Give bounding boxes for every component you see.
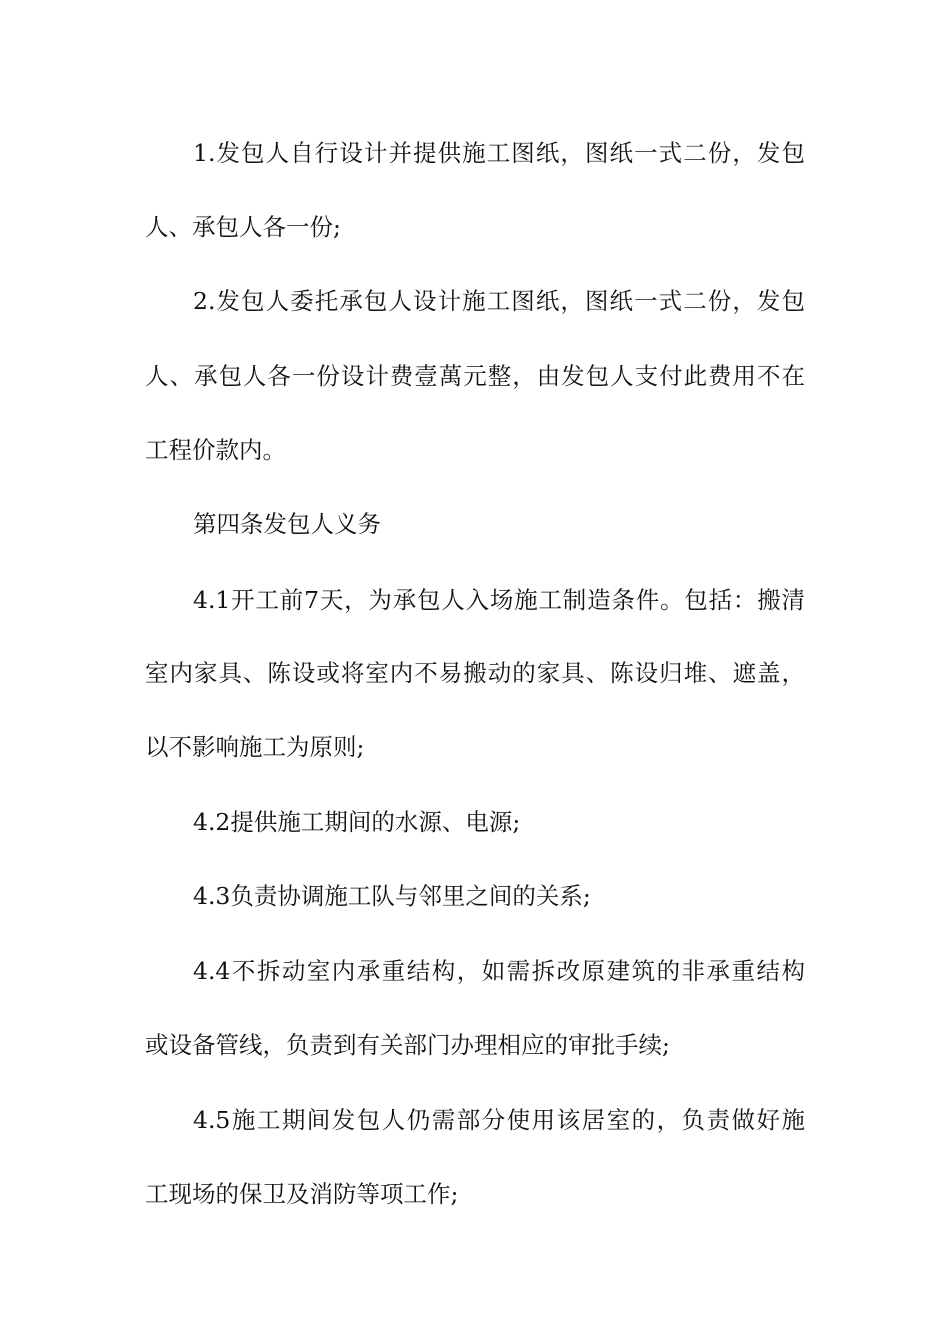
section-heading: 第四条发包人义务 (193, 510, 381, 538)
paragraph-2-line-2: 人、承包人各一份设计费壹萬元整，由发包人支付此费用不在 (145, 362, 805, 390)
item-4-1-line-1: 4.1开工前7天，为承包人入场施工制造条件。包括：搬清 (193, 586, 805, 614)
item-4-5-line-1: 4.5施工期间发包人仍需部分使用该居室的，负责做好施 (193, 1106, 805, 1134)
paragraph-1-line-2: 人、承包人各一份; (145, 213, 341, 241)
item-4-4-line-1: 4.4不拆动室内承重结构，如需拆改原建筑的非承重结构 (193, 957, 805, 985)
item-4-5-line-2: 工现场的保卫及消防等项工作; (145, 1180, 459, 1208)
item-4-1-line-3: 以不影响施工为原则; (145, 733, 365, 761)
item-4-2: 4.2提供施工期间的水源、电源; (193, 808, 521, 836)
paragraph-1-line-1: 1.发包人自行设计并提供施工图纸，图纸一式二份，发包 (193, 139, 805, 167)
item-4-3: 4.3负责协调施工队与邻里之间的关系; (193, 882, 591, 910)
item-4-4-line-2: 或设备管线，负责到有关部门办理相应的审批手续; (145, 1031, 670, 1059)
paragraph-2-line-1: 2.发包人委托承包人设计施工图纸，图纸一式二份，发包 (193, 287, 805, 315)
paragraph-2-line-3: 工程价款内。 (145, 436, 286, 464)
item-4-1-line-2: 室内家具、陈设或将室内不易搬动的家具、陈设归堆、遮盖， (145, 659, 805, 687)
